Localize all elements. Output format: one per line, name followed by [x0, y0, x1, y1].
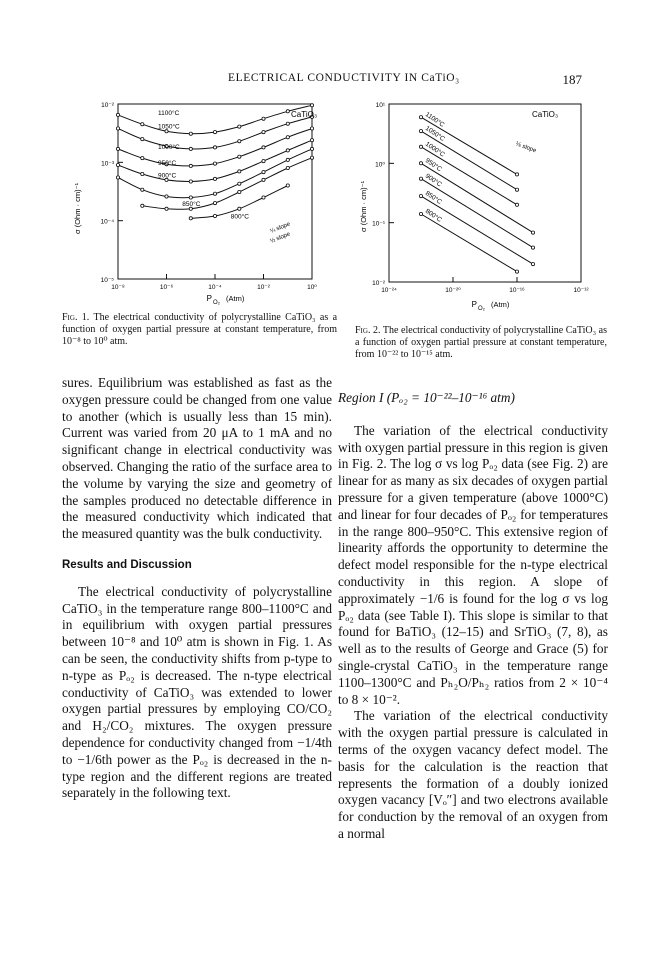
- figure-1-ylabel: σ (Ohm · cm)⁻¹: [73, 182, 82, 234]
- f1-series-label-800: 800°C: [230, 213, 249, 221]
- f1-point-1100: [286, 110, 289, 113]
- f1-series-label-1050: 1050°C: [158, 123, 180, 131]
- f1-series-label-850: 850°C: [182, 200, 201, 208]
- right-paragraph-2: The variation of the electrical conductivity with the oxygen partial pressure is calculated in terms of the oxygen vacancy defect model. The basis for the calculation is the reaction that represents the formation of a doubly ionized oxygen vacancy [Vₒ″] and two electrons available for conduction by the removal of an oxygen from a normal: [338, 708, 608, 841]
- f1-point-1000: [286, 136, 289, 139]
- f1-point-1050: [213, 146, 216, 149]
- figure-2-caption: [355, 325, 607, 361]
- figure-1-caption: [62, 312, 337, 348]
- f1-point-900: [238, 182, 241, 185]
- f2-point-1050: [419, 130, 422, 133]
- region-heading: Region I (Pₒ₂ = 10⁻²²–10⁻¹⁶ atm): [338, 390, 515, 405]
- figure-1: [62, 92, 332, 312]
- figure-1-xlabel-unit: (Atm): [226, 294, 245, 303]
- f1-point-950: [189, 180, 192, 183]
- f1-point-850: [165, 207, 168, 210]
- f1-xtick-label: 10⁻²: [257, 284, 270, 291]
- f2-series-label-1000: 1000°C: [423, 140, 446, 159]
- f1-point-900: [141, 188, 144, 191]
- f1-point-800: [213, 214, 216, 217]
- figure-2-plot: [355, 92, 595, 318]
- f1-point-950: [286, 149, 289, 152]
- f1-point-1000: [310, 127, 313, 130]
- f1-xtick-label: 10⁰: [307, 284, 317, 291]
- figure-2-axes: [389, 104, 581, 282]
- figure-2-ylabel: σ (Ohm · cm)⁻¹: [359, 180, 368, 232]
- f1-point-900: [189, 196, 192, 199]
- figure-2-xlabel-unit: (Atm): [491, 300, 510, 309]
- f2-point-800: [419, 212, 422, 215]
- f2-point-850: [419, 195, 422, 198]
- f1-point-1100: [141, 123, 144, 126]
- f2-point-800: [515, 270, 518, 273]
- f1-point-950: [262, 160, 265, 163]
- f1-point-1000: [189, 164, 192, 167]
- f1-point-950: [116, 163, 119, 166]
- f1-series-label-1100: 1100°C: [158, 109, 180, 117]
- f1-point-1000: [238, 155, 241, 158]
- f1-point-950: [238, 170, 241, 173]
- f1-point-900: [310, 147, 313, 150]
- f1-series-label-900: 900°C: [158, 172, 177, 180]
- f1-point-900: [165, 195, 168, 198]
- right-column: [338, 390, 608, 843]
- figure-2-xlabel: P: [471, 300, 477, 309]
- f1-series-1100: [118, 105, 312, 133]
- figure-1-xlabel: P: [206, 294, 212, 303]
- section-heading: Results and Discussion: [62, 558, 192, 571]
- f1-point-1100: [310, 104, 313, 107]
- f1-point-1000: [262, 146, 265, 149]
- f1-point-1000: [213, 162, 216, 165]
- f1-point-850: [310, 156, 313, 159]
- f1-xtick-label: 10⁻⁴: [208, 284, 222, 291]
- f1-point-1000: [116, 147, 119, 150]
- figure-1-tick-labels: [101, 102, 318, 291]
- figure-1-corner-label: CaTiO₃: [291, 110, 318, 119]
- f2-ytick-label: 10⁻²: [372, 280, 385, 287]
- figure-1-caption-label: Fig. 1.: [62, 312, 90, 323]
- f2-point-1050: [515, 188, 518, 191]
- f2-point-1100: [419, 116, 422, 119]
- f1-point-1100: [238, 125, 241, 128]
- figure-1-slope-label-1: ¼ slope: [269, 221, 292, 235]
- figure-2-slope-label: ⅙ slope: [514, 141, 537, 155]
- f1-point-900: [116, 176, 119, 179]
- f1-xtick-label: 10⁻⁶: [159, 284, 174, 291]
- f1-point-1100: [189, 132, 192, 135]
- f2-series-label-800: 800°C: [423, 207, 443, 224]
- f2-ytick-label: 10⁻¹: [372, 220, 385, 228]
- f1-xtick-label: 10⁻⁸: [111, 284, 125, 291]
- f1-point-1050: [286, 122, 289, 125]
- f1-point-1050: [141, 138, 144, 141]
- f2-point-1000: [419, 145, 422, 148]
- f2-xtick-label: 10⁻²⁴: [381, 287, 397, 294]
- f2-xtick-label: 10⁻²⁰: [445, 287, 461, 294]
- f2-point-1000: [515, 203, 518, 206]
- f1-ytick-label: 10⁻⁴: [100, 218, 114, 226]
- f2-point-900: [419, 177, 422, 180]
- f2-point-850: [531, 263, 534, 266]
- f2-point-950: [531, 231, 534, 234]
- f2-series-label-1100: 1100°C: [423, 111, 446, 129]
- f1-point-800: [189, 217, 192, 220]
- running-title: ELECTRICAL CONDUCTIVITY IN CaTiO₃: [228, 72, 460, 84]
- f1-point-1000: [141, 157, 144, 160]
- f1-series-900: [118, 149, 312, 198]
- f1-ytick-label: 10⁻²: [101, 102, 114, 109]
- f1-point-900: [213, 192, 216, 195]
- figure-2-caption-text: The electrical conductivity of polycrystalline CaTiO₃ as a function of oxygen partial pressure at constant temperature, from 10⁻²² to 10⁻¹⁵ atm.: [355, 325, 607, 360]
- f1-point-900: [286, 158, 289, 161]
- figure-1-series-group: [116, 104, 313, 220]
- figure-1-plot: [62, 92, 332, 312]
- left-column: [62, 375, 332, 802]
- page-number: 187: [562, 72, 582, 87]
- f1-point-1050: [189, 147, 192, 150]
- figure-2-xlabel-sub: O₂: [478, 306, 485, 312]
- f2-ytick-label: 10⁰: [375, 161, 385, 169]
- f1-point-800: [262, 196, 265, 199]
- figure-2-corner-label: CaTiO₃: [532, 110, 559, 119]
- figure-2: [355, 92, 595, 318]
- f1-point-1050: [238, 140, 241, 143]
- figure-1-slope-label-2: ½ slope: [269, 231, 292, 245]
- f1-point-900: [262, 171, 265, 174]
- f1-point-1050: [116, 127, 119, 130]
- running-header: [150, 72, 600, 88]
- f1-point-950: [141, 172, 144, 175]
- f1-ytick-label: 10⁻³: [101, 160, 114, 168]
- f1-point-850: [213, 202, 216, 205]
- f2-point-950: [419, 162, 422, 165]
- right-paragraph-1: The variation of the electrical conductivity with oxygen partial pressure in this region is given in Fig. 2. The log σ vs log Pₒ₂ data (see Fig. 2) are linear for as many as six decades of oxygen partial pressure for a given temperature (above 1000°C) and linear for four decades of Pₒ₂ for temperatures in the range 800–950°C. This extensive region of linearity affords the opportunity to determine the defect model responsible for the n-type electrical conductivity in this region. A slope of approximately −1/6 is found for the log σ vs log Pₒ₂ data (see Table I). This slope is similar to that found for BaTiO₃ (12–15) and SrTiO₃ (7, 8), as well as to the results of George and Grace (5) for single-crystal CaTiO₃ in the temperature range 1100–1300°C and Pₕ₂O/Pₕ₂ ratios from 2 × 10⁻⁴ to 8 × 10⁻².: [338, 422, 608, 707]
- f2-ytick-label: 10¹: [375, 102, 385, 109]
- f1-point-800: [286, 184, 289, 187]
- f2-series-label-950: 950°C: [423, 157, 443, 174]
- f1-point-950: [213, 177, 216, 180]
- f2-series-label-900: 900°C: [423, 172, 443, 189]
- figure-2-caption-label: Fig. 2.: [355, 325, 381, 336]
- f2-xtick-label: 10⁻¹⁶: [509, 287, 525, 294]
- f2-series-label-1050: 1050°C: [423, 124, 446, 143]
- f1-point-1100: [262, 117, 265, 120]
- f1-point-1100: [116, 113, 119, 116]
- f2-frame: [389, 104, 581, 282]
- f2-series-label-850: 850°C: [423, 189, 443, 206]
- f1-point-1100: [213, 131, 216, 134]
- f1-series-label-950: 950°C: [158, 160, 177, 167]
- f1-point-850: [286, 166, 289, 169]
- f2-xtick-label: 10⁻¹²: [573, 287, 589, 294]
- left-paragraph-1: sures. Equilibrium was established as fast as the oxygen pressure could be changed from one value to another (which is usually less than 15 min). Current was varied from 20 μA to 1 mA and no significant change in electrical conductivity was observed. Changing the ratio of the surface area to the volume by varying the size and geometry of the samples produced no detectable difference in the measured conductivity which indicated that the measured quantity was the bulk conductivity.: [62, 375, 332, 542]
- f1-point-850: [238, 190, 241, 193]
- figure-1-caption-text: The electrical conductivity of polycrystalline CaTiO₃ as a function of oxygen partial pressure at constant temperature, from 10⁻⁸ to 10⁰ atm.: [62, 312, 338, 347]
- f1-point-950: [310, 139, 313, 142]
- f2-series-800: [421, 214, 517, 272]
- f1-ytick-label: 10⁻⁵: [100, 277, 114, 284]
- f1-series-label-1000: 1000°C: [158, 143, 180, 151]
- left-paragraph-2: The electrical conductivity of polycrystalline CaTiO₃ in the temperature range 800–1100°C and in equilibrium with oxygen partial pressures between 10⁻⁸ and 10⁰ atm is shown in Fig. 1. As can be seen, the conductivity shifts from p-type to n-type as Pₒ₂ is decreased. The n-type electrical conductivity of CaTiO₃ was extended to lower oxygen partial pressures by employing CO/CO₂ and H₂/CO₂ mixtures. The oxygen pressure dependence for conductivity changed from −1/4th to −1/6th power as the Pₒ₂ is decreased in the n-type region and the different regions are treated separately in the following text.: [62, 583, 332, 801]
- figure-2-tick-labels: [372, 102, 589, 294]
- f1-point-850: [141, 204, 144, 207]
- f1-point-1050: [262, 131, 265, 134]
- f2-point-1100: [515, 173, 518, 176]
- f2-point-900: [531, 246, 534, 249]
- f1-point-850: [262, 178, 265, 181]
- f1-point-800: [238, 207, 241, 210]
- figure-1-xlabel-sub: O₂: [213, 300, 220, 306]
